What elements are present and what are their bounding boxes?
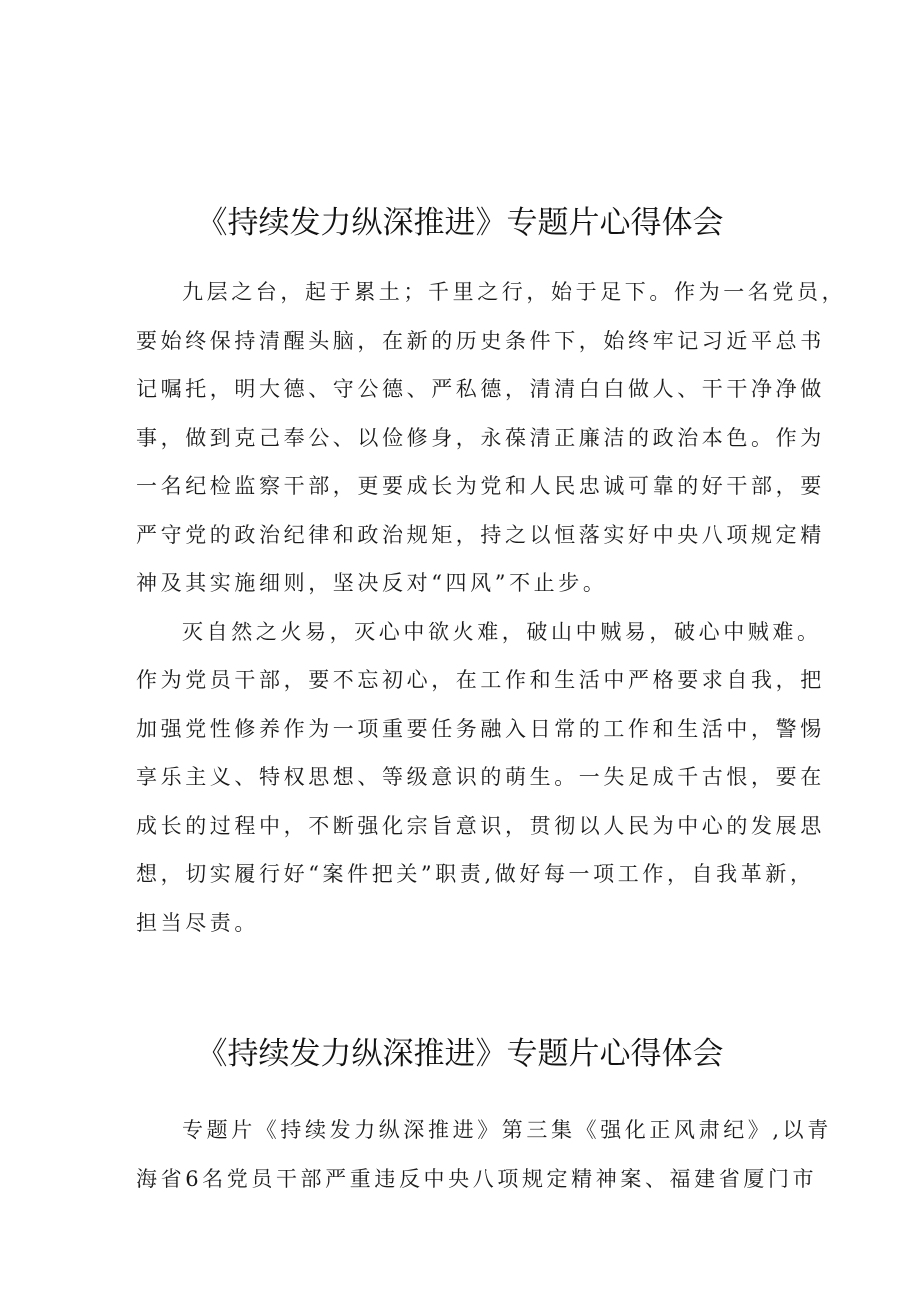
- article-1-paragraph-1: [136, 268, 847, 608]
- paragraph-line: 作为党员干部，要不忘初心，在工作和生活中严格要求自我，把: [136, 668, 825, 692]
- article-2-body: [136, 1106, 832, 1203]
- paragraph-line: 要始终保持清醒头脑，在新的历史条件下，始终牢记习近平总书: [136, 328, 825, 353]
- paragraph-line: 记嘱托，明大德、守公德、严私德，清清白白做人、干干净净做: [136, 377, 825, 401]
- paragraph-line: 想，切实履行好“案件把关”职责,做好每一项工作，自我革新，: [136, 862, 815, 886]
- paragraph-line: 成长的过程中，不断强化宗旨意识，贯彻以人民为中心的发展思: [136, 813, 825, 838]
- paragraph-line: 加强党性修养作为一项重要任务融入日常的工作和生活中，警惕: [136, 716, 825, 741]
- paragraph-line: 专题片《持续发力纵深推进》第三集《强化正风肃纪》,以青: [182, 1118, 832, 1142]
- article-2-paragraph-1: [136, 1106, 832, 1203]
- paragraph-line: 九层之台，起于累土；千里之行，始于足下。作为一名党员，: [182, 280, 847, 304]
- paragraph-line: 享乐主义、特权思想、等级意识的萌生。一失足成千古恨，要在: [136, 765, 825, 789]
- paragraph-line: 担当尽责。: [136, 910, 259, 935]
- paragraph-line: 神及其实施细则，坚决反对“四风”不止步。: [136, 571, 608, 595]
- paragraph-line: 海省6名党员干部严重违反中央八项规定精神案、福建省厦门市: [136, 1166, 818, 1191]
- paragraph-line: 一名纪检监察干部，更要成长为党和人民忠诚可靠的好干部，要: [136, 474, 825, 498]
- paragraph-line: 严守党的政治纪律和政治规矩，持之以恒落实好中央八项规定精: [136, 522, 825, 547]
- article-1-paragraph-2: [136, 608, 825, 948]
- paragraph-line: 事，做到克己奉公、以俭修身，永葆清正廉洁的政治本色。作为: [136, 425, 825, 450]
- paragraph-line: 灭自然之火易，灭心中欲火难，破山中贼易，破心中贼难。: [182, 619, 822, 644]
- article-1-body: [136, 268, 847, 947]
- article-2-title: 《持续发力纵深推进》专题片心得体会: [196, 1035, 724, 1072]
- article-1-title: 《持续发力纵深推进》专题片心得体会: [196, 204, 724, 241]
